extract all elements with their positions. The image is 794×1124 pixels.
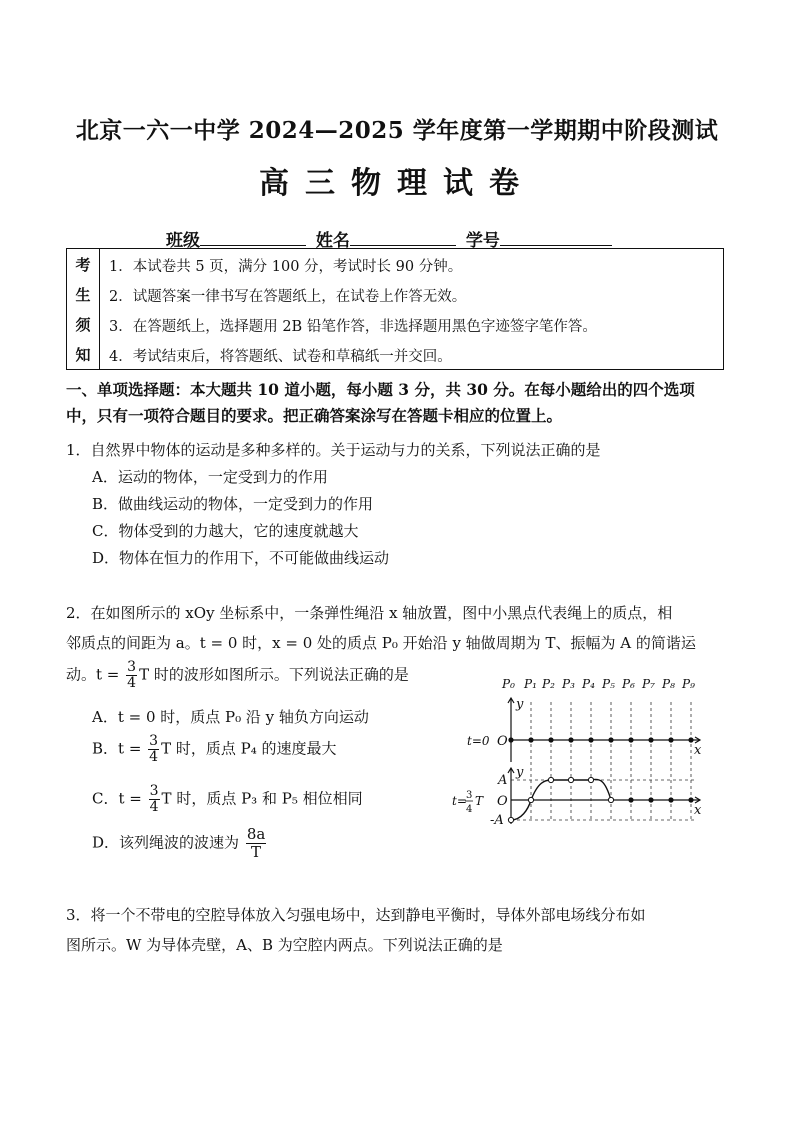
amplitude-label: -A	[490, 813, 504, 828]
point-label: P₅	[602, 677, 615, 691]
q1-option-c[interactable]: C．物体受到的力越大，它的速度就越大	[92, 522, 359, 540]
notice-box	[66, 248, 724, 370]
name-label: 姓名	[315, 231, 350, 251]
origin-label: O	[497, 734, 508, 749]
section-heading: 中，只有一项符合题目的要求。把正确答案涂写在答题卡相应的位置上。	[66, 406, 563, 425]
point-label: P₄	[582, 677, 595, 691]
school-title: 北京一六一中学 2024—2025 学年度第一学期期中阶段测试	[75, 117, 719, 144]
axis-x-label: x	[694, 743, 702, 758]
t34-den: 4	[466, 804, 473, 815]
q1-stem: 1．自然界中物体的运动是多种多样的。关于运动与力的关系，下列说法正确的是	[66, 441, 601, 459]
point-label: P₉	[682, 677, 695, 691]
q2-option-d[interactable]: D．该列绳波的波速为 $\frac{8a}{T}$	[92, 825, 266, 861]
notice-item: 3．在答题纸上，选择题用 2B 铅笔作答，非选择题用黑色字迹签字笔作答。	[109, 319, 597, 335]
name-field[interactable]	[350, 229, 456, 246]
point-label: P₇	[642, 677, 655, 691]
point-label: P₈	[662, 677, 675, 691]
notice-item: 4．考试结束后，将答题纸、试卷和草稿纸一并交回。	[109, 349, 452, 365]
q2-stem: 2．在如图所示的 xOy 坐标系中，一条弹性绳沿 x 轴放置，图中小黑点代表绳上的质点，相	[66, 604, 673, 622]
fraction: $\frac{3}{4}$	[149, 783, 159, 815]
notice-side	[67, 249, 100, 369]
paper-title: 高三物理试卷	[259, 166, 535, 201]
q1-option-d[interactable]: D．物体在恒力的作用下，不可能做曲线运动	[92, 549, 390, 567]
wave-figure	[450, 672, 710, 832]
notice-side-char: 知	[75, 346, 91, 364]
q2-stem	[66, 660, 409, 691]
q2-option-a[interactable]: A．t = 0 时，质点 P₀ 沿 y 轴负方向运动	[92, 708, 369, 726]
notice-side-char: 须	[75, 316, 91, 334]
axis-x-label: x	[694, 803, 702, 818]
section-heading: 一、单项选择题：本大题共 10 道小题，每小题 3 分，共 30 分。在每小题给出的四个选项	[66, 380, 695, 399]
fraction: $\frac{3}{4}$	[149, 733, 159, 765]
q2-option-b[interactable]: B．t = $\frac{3}{4}$ T 时，质点 P₄ 的速度最大	[92, 733, 337, 765]
point-label: P₂	[542, 677, 555, 691]
q2-stem-text: T 时的波形如图所示。下列说法正确的是	[139, 665, 409, 684]
origin-label: O	[497, 794, 508, 809]
notice-item: 2．试题答案一律书写在答题纸上，在试卷上作答无效。	[109, 289, 467, 305]
class-label: 班级	[166, 231, 200, 251]
notice-item: 1．本试卷共 5 页，满分 100 分，考试时长 90 分钟。	[109, 259, 463, 275]
point-label: P₀	[502, 677, 515, 691]
q2-stem-text: 动。t =	[66, 665, 120, 684]
q2-stem: 邻质点的间距为 a。t = 0 时，x = 0 处的质点 P₀ 开始沿 y 轴做周期为 T、振幅为 A 的简谐运	[66, 634, 696, 652]
axis-y-label: y	[516, 765, 524, 780]
t0-label: t=0	[467, 734, 490, 748]
t34-T: T	[475, 794, 484, 808]
class-field[interactable]	[200, 229, 306, 246]
t34-label: t=	[452, 794, 467, 808]
axis-y-label: y	[516, 697, 524, 712]
amplitude-label: A	[498, 773, 508, 788]
q3-stem: 3．将一个不带电的空腔导体放入匀强电场中，达到静电平衡时，导体外部电场线分布如	[66, 906, 646, 924]
q2-option-c[interactable]: C．t = $\frac{3}{4}$ T 时，质点 P₃ 和 P₅ 相位相同	[92, 783, 363, 815]
q3-stem: 图所示。W 为导体壳壁，A、B 为空腔内两点。下列说法正确的是	[66, 936, 503, 954]
point-label: P₁	[524, 677, 537, 691]
q1-option-b[interactable]: B．做曲线运动的物体，一定受到力的作用	[92, 495, 374, 513]
fraction: $\frac{3}{4}$	[127, 659, 137, 691]
notice-side-char: 生	[75, 286, 91, 304]
notice-side-char: 考	[75, 256, 91, 274]
point-label: P₆	[622, 677, 635, 691]
point-label: P₃	[562, 677, 575, 691]
id-field[interactable]	[500, 229, 612, 246]
t34-num: 3	[466, 790, 473, 801]
id-label: 学号	[465, 231, 500, 251]
q1-option-a[interactable]: A．运动的物体，一定受到力的作用	[92, 468, 328, 486]
fraction: $\frac{8a}{T}$	[246, 825, 266, 861]
